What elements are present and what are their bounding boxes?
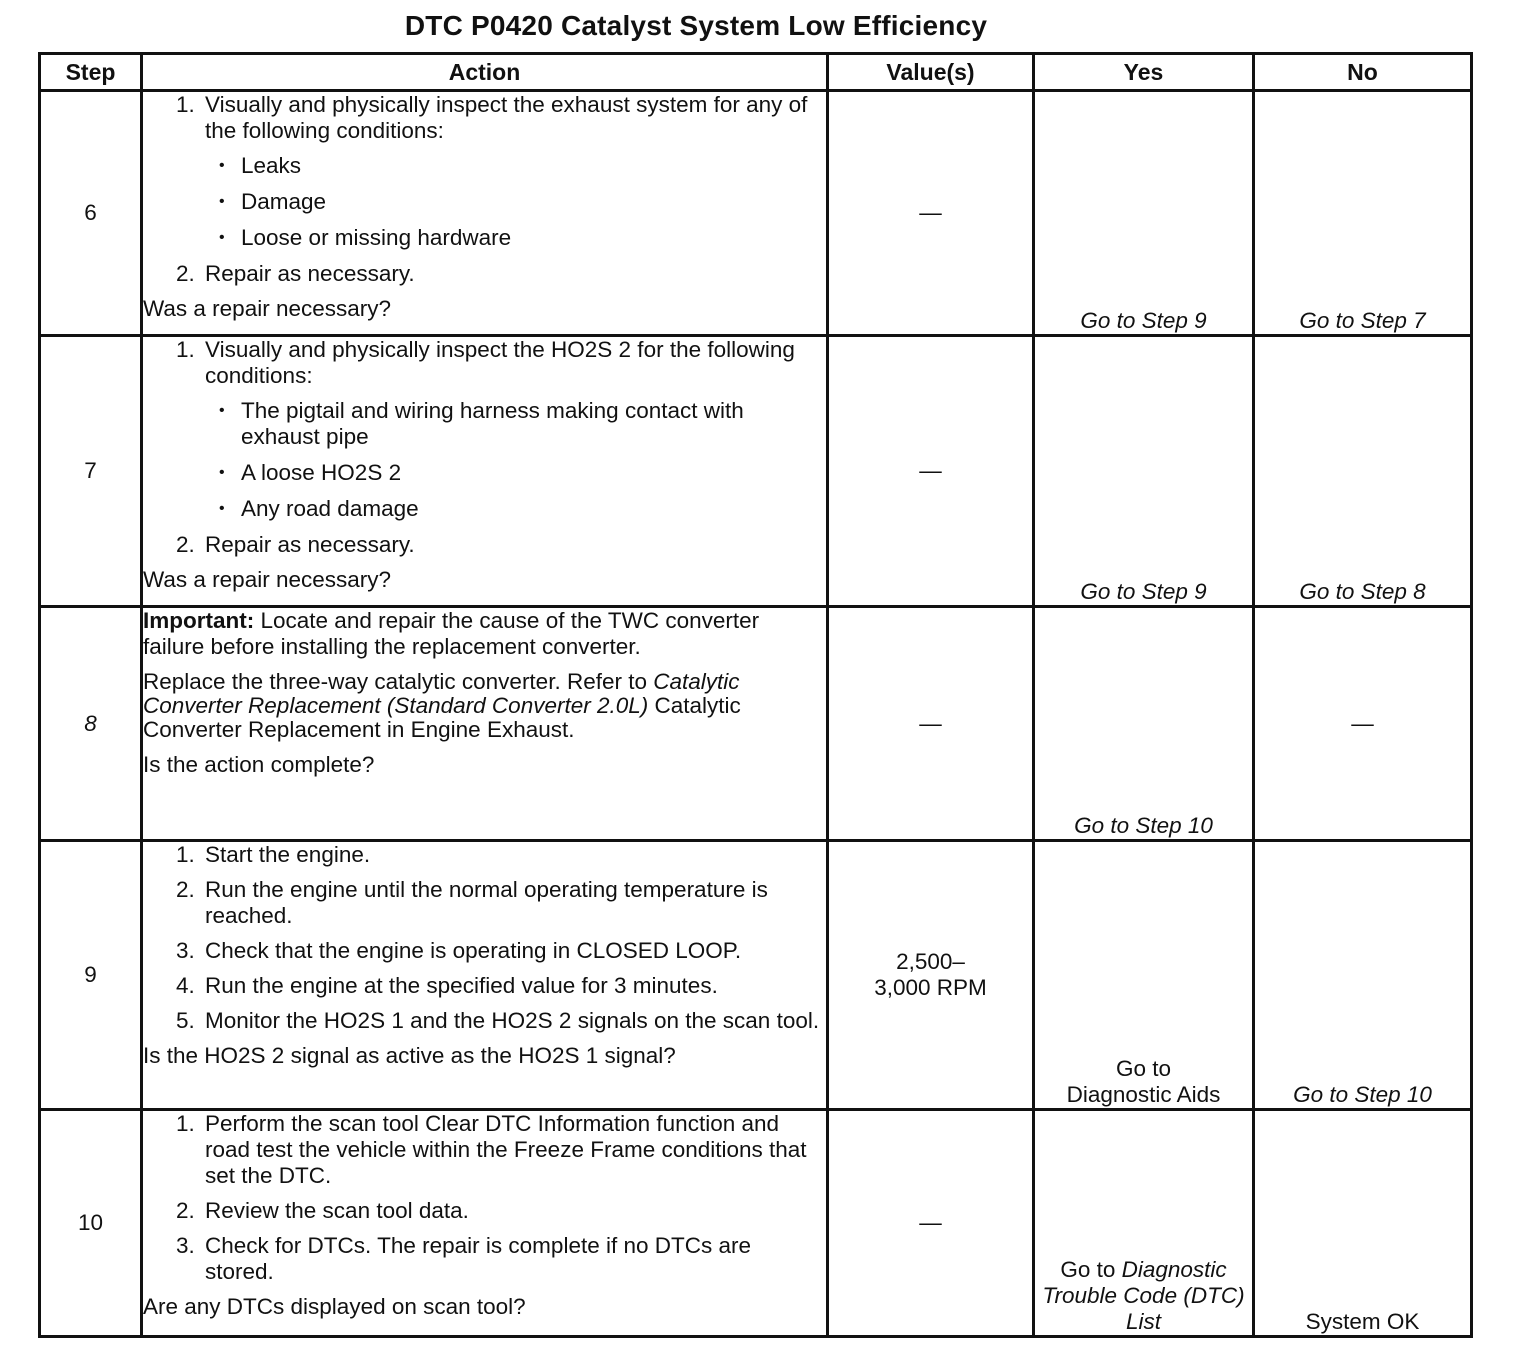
yes-link[interactable]: Go to Step 9 <box>1080 308 1207 333</box>
action-item: 3. Check for DTCs. The repair is complete if no DTCs are stored. <box>201 1233 826 1285</box>
action-item: 2. Run the engine until the normal operating temperature is reached. <box>201 877 826 929</box>
step-number: 7 <box>40 336 142 607</box>
value-cell: — <box>828 91 1034 336</box>
action-item: 1. Start the engine. <box>201 842 826 868</box>
action-question: Is the action complete? <box>143 752 375 777</box>
yes-link[interactable]: Go to Step 9 <box>1080 579 1207 604</box>
important-text: Locate and repair the cause of the TWC converter failure before installing the replacement converter. <box>143 608 760 659</box>
action-question: Are any DTCs displayed on scan tool? <box>143 1294 526 1319</box>
condition-item: • Any road damage <box>237 496 826 522</box>
no-cell <box>1254 336 1472 607</box>
yes-cell <box>1034 91 1254 336</box>
action-item: 1. Perform the scan tool Clear DTC Information function and road test the vehicle within the Freeze Frame conditions that set the DTC. <box>201 1111 826 1189</box>
action-item: 2. Review the scan tool data. <box>201 1198 826 1224</box>
yes-cell <box>1034 607 1254 841</box>
condition-item: • Leaks <box>237 153 826 179</box>
no-result: System OK <box>1305 1309 1420 1334</box>
table-row-step-6 <box>40 91 1472 336</box>
action-text: Visually and physically inspect the HO2S 2 for the following conditions: <box>205 337 795 388</box>
condition-list <box>205 398 826 522</box>
yes-cell <box>1034 841 1254 1110</box>
table-row-step-9 <box>40 841 1472 1110</box>
yes-prefix: Go to <box>1060 1257 1122 1282</box>
value-cell <box>828 841 1034 1110</box>
action-item <box>201 337 826 522</box>
header-step: Step <box>40 54 142 91</box>
no-link[interactable]: Go to Step 10 <box>1293 1082 1432 1107</box>
document-title: DTC P0420 Catalyst System Low Efficiency <box>404 10 988 41</box>
action-text: Visually and physically inspect the exhaust system for any of the following conditions: <box>205 92 808 143</box>
yes-cell <box>1034 1110 1254 1337</box>
yes-link[interactable]: Go to Step 10 <box>1074 813 1213 838</box>
value-line: 2,500– <box>896 949 965 974</box>
yes-line: Go to <box>1115 1056 1172 1081</box>
diagnostic-table <box>38 52 1473 1338</box>
important-note <box>143 608 826 660</box>
action-item: 4. Run the engine at the specified value for 3 minutes. <box>201 973 826 999</box>
condition-item: • A loose HO2S 2 <box>237 460 826 486</box>
action-item: 2. Repair as necessary. <box>201 261 826 287</box>
replace-tail: Catalytic Converter Replacement in Engine Exhaust. <box>143 693 741 742</box>
table-row-step-8 <box>40 607 1472 841</box>
action-item: 3. Check that the engine is operating in CLOSED LOOP. <box>201 938 826 964</box>
no-cell <box>1254 841 1472 1110</box>
yes-cell <box>1034 336 1254 607</box>
no-cell <box>1254 91 1472 336</box>
action-cell <box>142 336 828 607</box>
replace-text: Replace the three-way catalytic converter. Refer to <box>143 669 654 694</box>
action-cell <box>142 91 828 336</box>
no-link[interactable]: Go to Step 7 <box>1299 308 1426 333</box>
action-list <box>143 337 826 558</box>
action-list <box>143 92 826 287</box>
header-yes: Yes <box>1034 54 1254 91</box>
action-item <box>201 92 826 251</box>
table-header-row <box>40 54 1472 91</box>
action-question: Was a repair necessary? <box>143 567 392 592</box>
condition-list <box>205 153 826 251</box>
condition-item: • Loose or missing hardware <box>237 225 826 251</box>
action-cell <box>142 607 828 841</box>
value-cell: — <box>828 1110 1034 1337</box>
header-action: Action <box>142 54 828 91</box>
no-link[interactable]: Go to Step 8 <box>1299 579 1426 604</box>
table-row-step-7 <box>40 336 1472 607</box>
action-item: 2. Repair as necessary. <box>201 532 826 558</box>
action-list <box>143 842 826 1034</box>
header-no: No <box>1254 54 1472 91</box>
replacement-procedure-link[interactable]: Catalytic Converter Replacement (Standard Converter 2.0L) <box>143 669 740 718</box>
action-item: 5. Monitor the HO2S 1 and the HO2S 2 signals on the scan tool. <box>201 1008 826 1034</box>
value-cell: — <box>828 336 1034 607</box>
action-cell <box>142 841 828 1110</box>
condition-item: • Damage <box>237 189 826 215</box>
action-cell <box>142 1110 828 1337</box>
step-number: 10 <box>40 1110 142 1337</box>
value-line: 3,000 RPM <box>874 975 987 1000</box>
replace-instruction <box>143 670 826 742</box>
no-cell: — <box>1254 607 1472 841</box>
step-number: 9 <box>40 841 142 1110</box>
no-cell <box>1254 1110 1472 1337</box>
step-number: 8 <box>40 607 142 841</box>
dtc-list-link[interactable]: Diagnostic Trouble Code (DTC) List <box>1042 1257 1245 1334</box>
condition-item: • The pigtail and wiring harness making contact with exhaust pipe <box>237 398 826 450</box>
step-number: 6 <box>40 91 142 336</box>
header-value: Value(s) <box>828 54 1034 91</box>
action-list <box>143 1111 826 1285</box>
action-question: Is the HO2S 2 signal as active as the HO2S 1 signal? <box>143 1043 676 1068</box>
table-row-step-10 <box>40 1110 1472 1337</box>
important-label: Important: <box>143 608 255 633</box>
diagnostic-aids-link[interactable]: Diagnostic Aids <box>1066 1082 1221 1107</box>
value-cell: — <box>828 607 1034 841</box>
action-question: Was a repair necessary? <box>143 296 392 321</box>
